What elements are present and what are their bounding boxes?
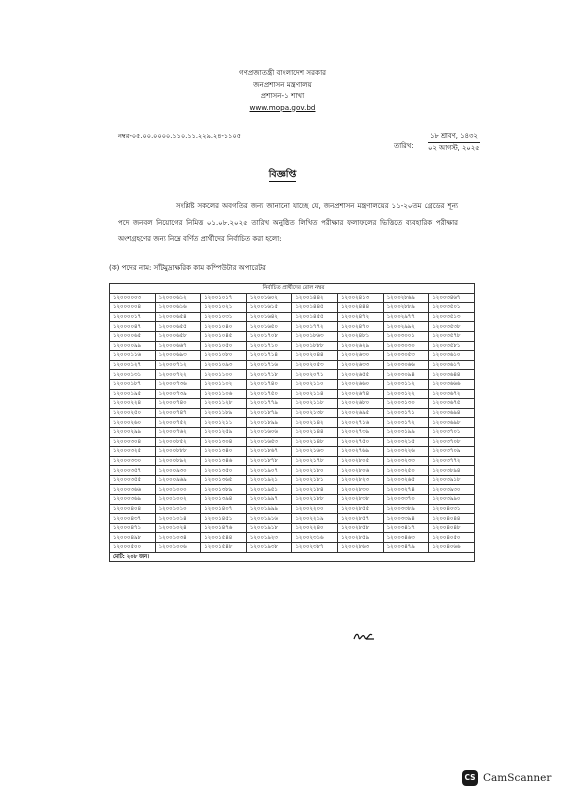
roll-number-cell: ১২০০৩৪৭৯: [383, 543, 429, 553]
roll-number-cell: ১২০০১৬৪২: [246, 312, 292, 322]
roll-number-cell: ১২০০১০৩১: [201, 312, 247, 322]
roll-number-cell: ১২০০৩০৫৩: [383, 351, 429, 361]
roll-number-cell: ১২০০৩৬১০: [429, 351, 475, 361]
table-row: [110, 475, 475, 485]
roll-number-cell: ১২০০১০০২: [155, 495, 201, 505]
roll-number-cell: ১২০০২১৪২: [292, 418, 338, 428]
roll-number-cell: ১২০০০৭২২: [155, 370, 201, 380]
roll-number-cell: ১২০০১৪০৭: [201, 504, 247, 514]
date-bangla: ১৮ শ্রাবণ, ১৪৩২: [428, 131, 480, 143]
roll-number-cell: ১২০০০৩৫৭: [110, 466, 156, 476]
roll-number-cell: ১২০০৩২২৬: [383, 447, 429, 457]
roll-number-cell: ১২০০১০০০: [155, 485, 201, 495]
roll-number-cell: ১২০০২৯৭৭: [383, 312, 429, 322]
roll-number-cell: ১২০০৩২১৫: [383, 437, 429, 447]
roll-number-cell: ১২০০২৮৮৯: [383, 303, 429, 313]
roll-number-cell: ১২০০০৫০০: [110, 543, 156, 553]
roll-number-cell: ১২০০১০০৬: [155, 543, 201, 553]
roll-number-cell: ১২০০১৯৯৭: [246, 495, 292, 505]
roll-number-cell: ১২০০৩০৯৪: [383, 370, 429, 380]
roll-number-cell: ১২০০১৩৪০: [201, 447, 247, 457]
roll-number-cell: ১২০০৩৫৮১: [429, 341, 475, 351]
roll-number-cell: ১২০০১৭১৬: [246, 360, 292, 370]
roll-number-cell: ১২০০০৯৩০: [155, 466, 201, 476]
roll-number-cell: ১২০০১৭১৪: [246, 351, 292, 361]
roll-number-cell: ১২০০১০৯৩: [201, 360, 247, 370]
roll-number-cell: ১২০০১০২৪: [155, 523, 201, 533]
roll-number-cell: ১২০০১৬০২: [246, 293, 292, 303]
roll-number-cell: ১২০০২৬২৯: [338, 341, 384, 351]
roll-number-cell: ১২০০১৭৭৯: [246, 399, 292, 409]
roll-number-cell: ১২০০২০৪৪: [292, 351, 338, 361]
roll-number-cell: ১২০০১৭৪০: [246, 379, 292, 389]
roll-number-cell: ১২০০১৭০৮: [246, 331, 292, 341]
roll-number-cell: ১২০০০৬৬৭: [155, 341, 201, 351]
table-row: [110, 389, 475, 399]
roll-number-cell: ১২০০৩৬৯৮: [429, 418, 475, 428]
roll-number-cell: ১২০০২৬৫৫: [338, 370, 384, 380]
roll-number-cell: ১২০০১০৩৪: [155, 533, 201, 543]
roll-number-cell: ১২০০২৭৫০: [338, 437, 384, 447]
roll-number-cell: ১২০০৪০৪৮: [429, 523, 475, 533]
table-row: [110, 312, 475, 322]
roll-number-cell: ১২০০৩৩৭০: [383, 495, 429, 505]
roll-number-cell: ১২০০০০৪৭: [110, 322, 156, 332]
roll-number-cell: ১২০০১৫৪৮: [201, 543, 247, 553]
roll-number-cell: ১২০০১১৮৯: [201, 408, 247, 418]
roll-number-cell: ১২০০০৭৬২: [155, 427, 201, 437]
roll-number-cell: ১২০০০৩৫৫: [110, 475, 156, 485]
roll-number-cell: ১২০০২২১৯: [292, 514, 338, 524]
roll-number-cell: ১২০০১৬৫৩: [246, 437, 292, 447]
roll-number-cell: ১২০০৩৮৯৪: [429, 466, 475, 476]
roll-number-cell: ১২০০২৮৫৭: [338, 514, 384, 524]
roll-number-cell: ১২০০০৮৯২: [155, 456, 201, 466]
roll-number-cell: ১২০০২১৪৮: [292, 437, 338, 447]
roll-number-cell: ১২০০০০০৩: [110, 293, 156, 303]
roll-number-cell: ১২০০১০৪৫: [201, 331, 247, 341]
roll-number-table: [109, 283, 475, 562]
roll-number-cell: ১২০০০২৫০: [110, 408, 156, 418]
roll-number-cell: ১২০০২২০০: [292, 504, 338, 514]
reference-number: নম্বর-০৫.০০.০০০০.১১০.১১.২২৯.২৪-১১০৫: [118, 132, 242, 140]
roll-number-cell: ১২০০০০৬৫: [110, 331, 156, 341]
roll-number-cell: ১২০০৩৬৯৪: [429, 408, 475, 418]
roll-number-cell: ১২০০৩৭৭২: [429, 456, 475, 466]
table-row: [110, 447, 475, 457]
roll-number-cell: ১২০০০১২৭: [110, 360, 156, 370]
roll-number-cell: ১২০০০৩৩০: [110, 456, 156, 466]
roll-number-cell: ১২০০২৪৭২: [338, 312, 384, 322]
roll-number-cell: ১২০০১৬৫০: [246, 322, 292, 332]
roll-number-cell: ১২০০১০৪০: [201, 322, 247, 332]
table-row: [110, 456, 475, 466]
roll-number-cell: ১২০০৩৩৮৯: [383, 504, 429, 514]
table-row: [110, 504, 475, 514]
roll-number-cell: ১২০০০৮৫২: [155, 437, 201, 447]
table-row: [110, 303, 475, 313]
roll-number-cell: ১২০০৩৬৭৫: [429, 399, 475, 409]
roll-number-cell: ১২০০১৯৫১: [246, 485, 292, 495]
roll-number-cell: ১২০০৩২৭৪: [383, 485, 429, 495]
roll-number-cell: ১২০০১১২৮: [201, 399, 247, 409]
roll-number-cell: ১২০০১৯২৩: [246, 533, 292, 543]
government-name: গণপ্রজাতন্ত্রী বাংলাদেশ সরকার: [238, 68, 327, 77]
table-row: [110, 370, 475, 380]
notice-paragraph: সংশ্লিষ্ট সকলের অবগতির জন্য জানানো যাচ্ছে যে, জনপ্রশাসন মন্ত্রণালয়ের ১১-২০তম গ্রেডের শূন্য পদে জনবল নিয়োগের নিমিত্ত ০১.০৮.২০২৫ তারিখ অনুষ্ঠিত লিখিত পরীক্ষার ফলাফলের ভিত্তিতে ব্যবহারিক পরীক্ষার অংশগ্রহণের জন্য নিম্নে বর্ণিত প্রার্থীদের নির্বাচিত করা হলো:: [118, 202, 458, 243]
roll-number-cell: ১২০০৩৫১৩: [429, 312, 475, 322]
roll-number-cell: ১২০০১৮৭৮: [246, 456, 292, 466]
roll-number-cell: ১২০০০৪৩৭: [110, 514, 156, 524]
roll-number-cell: ১২০০০৭৪৭: [155, 408, 201, 418]
roll-number-cell: ১২০০১৬০৬: [246, 427, 292, 437]
roll-number-cell: ১২০০১৭৭২: [292, 322, 338, 332]
roll-number-cell: ১২০০৩৪৬৩: [383, 533, 429, 543]
roll-number-cell: ১২০০০০০৪: [110, 303, 156, 313]
roll-number-cell: ১২০০৩৫৭৮: [429, 331, 475, 341]
roll-number-cell: ১২০০২১৮৮: [292, 495, 338, 505]
roll-number-cell: ১২০০১৯২১: [246, 475, 292, 485]
roll-number-cell: ১২০০২৭১৬: [338, 418, 384, 428]
roll-number-cell: ১২০০৩৭০১: [429, 427, 475, 437]
roll-number-cell: ১২০০১০২১: [201, 303, 247, 313]
roll-number-cell: ১২০০২১৬৩: [292, 447, 338, 457]
roll-number-cell: ১২০০২১৮১: [292, 475, 338, 485]
date-block: [428, 131, 480, 154]
table-row: [110, 351, 475, 361]
roll-number-cell: ১২০০১২১১: [201, 418, 247, 428]
total-count: মোট: ২০৮ জন।: [110, 552, 475, 562]
roll-number-cell: ১২০০৩২৬৫: [383, 475, 429, 485]
table-row: [110, 379, 475, 389]
table-row: [110, 293, 475, 303]
roll-number-cell: ১২০০২৭৩৯: [338, 427, 384, 437]
roll-number-cell: ১২০০৩৬১৭: [429, 360, 475, 370]
table-row: [110, 437, 475, 447]
roll-number-cell: ১২০০২১৪৪: [292, 427, 338, 437]
roll-number-cell: ১২০০২৪১৩: [338, 293, 384, 303]
table-row: [110, 341, 475, 351]
roll-number-cell: ১২০০৩৬৬৬: [429, 379, 475, 389]
roll-number-cell: ১২০০১৪৭৬: [201, 523, 247, 533]
roll-number-cell: ১২০০০০৯৯: [110, 341, 156, 351]
roll-number-cell: ১২০০১৩৪৬: [201, 456, 247, 466]
table-row: [110, 399, 475, 409]
roll-number-cell: ১২০০২১১৪: [292, 389, 338, 399]
roll-number-cell: ১২০০০৬৫৮: [155, 331, 201, 341]
roll-number-cell: ১২০০২৮০৫: [338, 456, 384, 466]
roll-number-cell: ১২০০৩৬৭২: [429, 389, 475, 399]
roll-number-cell: ১২০০১১০২: [201, 379, 247, 389]
roll-number-cell: ১২০০২১৮৪: [292, 485, 338, 495]
roll-number-cell: ১২০০১৮৯৯: [246, 418, 292, 428]
table-row: [110, 485, 475, 495]
roll-number-cell: ১২০০১০৮০: [201, 351, 247, 361]
roll-number-cell: ১২০০১৩৫০: [201, 466, 247, 476]
table-row: [110, 408, 475, 418]
roll-number-cell: ১২০০২৮৬৯: [383, 293, 429, 303]
roll-number-cell: ১২০০১০৫০: [201, 341, 247, 351]
table-row: [110, 360, 475, 370]
roll-number-cell: ১২০০২৬৭৪: [338, 389, 384, 399]
roll-number-cell: ১২০০৩০০১: [383, 331, 429, 341]
roll-number-cell: ১২০০৩১৩০: [383, 399, 429, 409]
table-header: নির্বাচিত প্রার্থীদের রোল নম্বর: [110, 284, 475, 294]
roll-number-cell: ১২০০১০১৭: [201, 293, 247, 303]
roll-number-cell: ১২০০০৩২৫: [110, 447, 156, 457]
roll-number-cell: ১২০০৪০৪৪: [429, 514, 475, 524]
roll-number-cell: ১২০০৩২৫০: [383, 466, 429, 476]
roll-number-cell: ১২০০০৮৮৮: [155, 447, 201, 457]
roll-number-cell: ১২০০৩৬৪৪: [429, 370, 475, 380]
roll-number-cell: ১২০০১৩৯৪: [201, 495, 247, 505]
roll-number-cell: ১২০০৪০৫০: [429, 533, 475, 543]
table-row: [110, 427, 475, 437]
roll-number-cell: ১২০০৩৯৩০: [429, 485, 475, 495]
roll-number-cell: ১২০০১৮৭৯: [246, 408, 292, 418]
table-row: [110, 523, 475, 533]
roll-number-cell: ১২০০২৪৮১: [338, 331, 384, 341]
roll-number-cell: ১২০০৩৭০৯: [429, 447, 475, 457]
camscanner-watermark: CamScanner: [483, 772, 552, 784]
roll-number-cell: ১২০০১৯৩৮: [246, 543, 292, 553]
roll-number-cell: ১২০০০২২৪: [110, 399, 156, 409]
roll-number-cell: ১২০০১৩৬৫: [201, 475, 247, 485]
roll-number-cell: ১২০০১৯৯৯: [246, 504, 292, 514]
table-row: [110, 466, 475, 476]
roll-number-cell: ১২০০৩৪১৭: [383, 523, 429, 533]
roll-number-cell: ১২০০২১১০: [292, 379, 338, 389]
roll-number-cell: ১২০০২১৭৮: [292, 456, 338, 466]
roll-number-cell: ১২০০২৮৩৮: [338, 495, 384, 505]
roll-number-cell: ১২০০১১০৬: [201, 389, 247, 399]
roll-number-cell: ১২০০০৪৯৮: [110, 533, 156, 543]
roll-number-cell: ১২০০২৩১৬: [292, 533, 338, 543]
roll-number-cell: ১২০০০১৩১: [110, 370, 156, 380]
roll-number-cell: ১২০০০৩৬৬: [110, 485, 156, 495]
roll-number-cell: ১২০০১৪৫৫: [292, 312, 338, 322]
roll-number-cell: ১২০০২৮৬৩: [338, 543, 384, 553]
roll-number-cell: ১২০০১৪৪৫: [292, 303, 338, 313]
roll-number-cell: ১২০০১০১৪: [155, 514, 201, 524]
section-name: প্রশাসন-১ শাখা: [260, 91, 305, 100]
roll-number-cell: ১২০০১৮৮৮: [292, 341, 338, 351]
roll-number-cell: ১২০০০৬১৬: [155, 303, 201, 313]
roll-number-cell: ১২০০১২৫৯: [201, 427, 247, 437]
date-english: ০২ আগস্ট, ২০২৫: [428, 144, 480, 152]
roll-number-cell: ১২০০২৮২৩: [338, 475, 384, 485]
roll-number-cell: ১২০০১৫৪৪: [201, 533, 247, 543]
roll-number-cell: ১২০০১৪৫১: [201, 514, 247, 524]
date-label: তারিখ:: [394, 142, 414, 150]
notice-title: বিজ্ঞপ্তি: [268, 169, 297, 180]
camscanner-logo-icon: CS: [462, 770, 478, 786]
roll-number-cell: ১২০০১৯১৬: [246, 514, 292, 524]
roll-number-cell: ১২০০২৩৮৭: [292, 543, 338, 553]
roll-number-cell: ১২০০২৭৬৯: [338, 447, 384, 457]
roll-number-cell: ১২০০১৭৫০: [246, 389, 292, 399]
roll-number-cell: ১২০০২৮৫৫: [338, 504, 384, 514]
roll-number-cell: ১২০০৩১৭২: [383, 418, 429, 428]
roll-number-cell: ১২০০০৬৫৫: [155, 322, 201, 332]
roll-number-cell: ১২০০০১৯৫: [110, 389, 156, 399]
roll-number-cell: ১২০০২৯৯২: [383, 322, 429, 332]
roll-number-cell: ১২০০৩৩৯৪: [383, 514, 429, 524]
roll-number-cell: ১২০০২৪৪৪: [338, 303, 384, 313]
table-row: [110, 331, 475, 341]
letterhead: [0, 67, 565, 113]
roll-number-cell: ১২০০০১৮৭: [110, 379, 156, 389]
roll-number-cell: ১২০০০৬১২: [155, 293, 201, 303]
roll-number-cell: ১২০০০৩৬৯: [110, 495, 156, 505]
roll-number-cell: ১২০০২৬৮০: [338, 399, 384, 409]
post-name: (ক) পদের নাম: সাঁটমুদ্রাক্ষরিক কাম কম্পিউটার অপারেটর: [109, 264, 266, 272]
roll-number-cell: ১২০০৩১১২: [383, 379, 429, 389]
roll-number-cell: ১২০০৩০৬৬: [383, 360, 429, 370]
roll-number-cell: ১২০০৩০৩০: [383, 341, 429, 351]
roll-number-cell: ১২০০০৬৯৩: [155, 351, 201, 361]
roll-number-cell: ১২০০২৬৩৩: [338, 360, 384, 370]
roll-number-cell: ১২০০১৯০৭: [246, 466, 292, 476]
roll-number-cell: ১২০০১৩০৪: [201, 437, 247, 447]
roll-number-cell: ১২০০২৮০৬: [338, 466, 384, 476]
roll-number-cell: ১২০০০৩০৪: [110, 437, 156, 447]
roll-number-cell: ১২০০১৭১৮: [246, 370, 292, 380]
table-row: [110, 514, 475, 524]
roll-number-cell: ১২০০৩৭০৮: [429, 437, 475, 447]
roll-number-cell: ১২০০১৬১৫: [246, 303, 292, 313]
roll-number-cell: ১২০০১৭১০: [246, 341, 292, 351]
roll-number-cell: ১২০০৪০৬৬: [429, 543, 475, 553]
roll-number-cell: ১২০০০৬৫৪: [155, 312, 201, 322]
roll-number-cell: ১২০০২২৪০: [292, 523, 338, 533]
ministry-name: জনপ্রশাসন মন্ত্রণালয়: [253, 79, 312, 89]
table-row: [110, 322, 475, 332]
roll-number-cell: ১২০০৩১২২: [383, 389, 429, 399]
roll-number-cell: ১২০০০৭৫২: [155, 418, 201, 428]
roll-number-cell: ১২০০২৬৯৫: [338, 408, 384, 418]
roll-number-cell: ১২০০০৭১২: [155, 360, 201, 370]
roll-number-cell: ১২০০১১০০: [201, 370, 247, 380]
roll-number-cell: ১২০০২৮৫৯: [338, 533, 384, 543]
roll-number-cell: ১২০০৪০৩১: [429, 504, 475, 514]
roll-number-cell: ১২০০২১১৮: [292, 399, 338, 409]
roll-number-cell: ১২০০২৮৩০: [338, 485, 384, 495]
roll-number-cell: ১২০০৩২৩৩: [383, 456, 429, 466]
roll-number-cell: ১২০০২৬৬০: [338, 379, 384, 389]
signature-icon: [352, 630, 376, 644]
roll-number-cell: ১২০০১৪৪২: [292, 293, 338, 303]
table-row: [110, 543, 475, 553]
roll-number-cell: ১২০০১৩৮৯: [201, 485, 247, 495]
roll-number-cell: ১২০০০১১৬: [110, 351, 156, 361]
roll-number-cell: ১২০০০৪০৪: [110, 504, 156, 514]
roll-number-cell: ১২০০১৮৬৩: [292, 331, 338, 341]
table-row: [110, 495, 475, 505]
roll-number-cell: ১২০০২৬৩০: [338, 351, 384, 361]
roll-number-cell: ১২০০২৮৫৮: [338, 523, 384, 533]
roll-number-cell: ১২০০০৭৩৬: [155, 379, 201, 389]
roll-number-cell: ১২০০৩৫৩৮: [429, 322, 475, 332]
table-row: [110, 533, 475, 543]
roll-number-cell: ১২০০৩১৭১: [383, 408, 429, 418]
website-link[interactable]: www.mopa.gov.bd: [249, 102, 316, 112]
roll-number-cell: ১২০০৩৫০১: [429, 303, 475, 313]
roll-number-cell: ১২০০২০৫৩: [292, 360, 338, 370]
roll-number-cell: ১২০০০২৯৯: [110, 427, 156, 437]
roll-number-cell: ১২০০০৭৪০: [155, 399, 201, 409]
roll-number-cell: ১২০০৩৯১৮: [429, 475, 475, 485]
roll-number-cell: ১২০০৩৯৯০: [429, 495, 475, 505]
roll-number-cell: ১২০০২১৮০: [292, 466, 338, 476]
roll-number-cell: ১২০০৩৪৬৭: [429, 293, 475, 303]
roll-number-cell: ১২০০২১৩৮: [292, 408, 338, 418]
roll-number-cell: ১২০০৩১৯৯: [383, 427, 429, 437]
roll-number-cell: ১২০০১৮৬৭: [246, 447, 292, 457]
roll-number-cell: ১২০০০৪৭১: [110, 523, 156, 533]
roll-number-cell: ১২০০০৯৬৯: [155, 475, 201, 485]
roll-number-cell: ১২০০০২৬০: [110, 418, 156, 428]
roll-number-cell: ১২০০১৯১৮: [246, 523, 292, 533]
roll-number-cell: ১২০০০০১৭: [110, 312, 156, 322]
roll-number-cell: ১২০০১০১০: [155, 504, 201, 514]
roll-number-cell: ১২০০২৪৭০: [338, 322, 384, 332]
roll-number-cell: ১২০০২০৭১: [292, 370, 338, 380]
roll-number-cell: ১২০০০৭৩৯: [155, 389, 201, 399]
table-row: [110, 418, 475, 428]
